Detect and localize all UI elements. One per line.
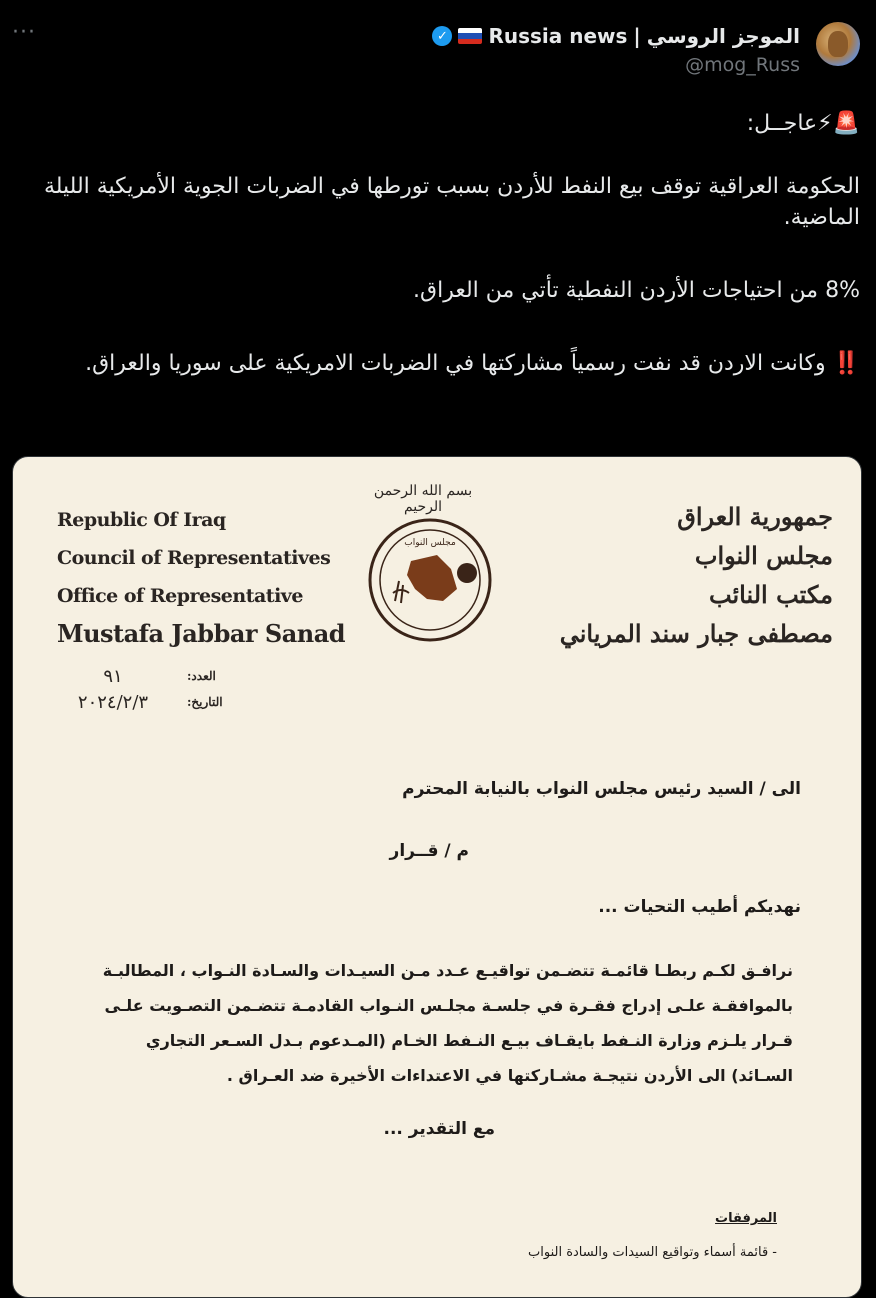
paragraph-2: 8% من احتياجات الأردن النفطية تأتي من العراق. [413, 278, 860, 303]
letterhead-line-1: Republic Of Iraq [57, 509, 226, 531]
date-value: ٢٠٢٤/٢/٣ [77, 691, 149, 713]
letter-subject: م / قــرار [389, 841, 469, 861]
display-name-arabic: الموجز الروسي [646, 24, 800, 48]
russia-flag-icon [458, 28, 482, 44]
letter-closing: مع التقدير ... [383, 1119, 495, 1139]
arabic-line-2: مجلس النواب [694, 541, 833, 570]
author-name-row[interactable] [432, 24, 800, 48]
letter-body: نرافـق لكـم ربطـا قائمـة تتضـمن تواقيـع عـدد مـن السيـدات والسـادة النـواب ، المطالبـة بالموافقـة علـى إدراج فقـرة في جلسـة مجلـس النـواب القادمـة تتضـمن التصـويت علـى قـرار يلـزم وزارة النـفط بايقـاف بيـع النـفط الخـام (المـدعوم بـدل السـعر التجاري السـائد) الى الأردن نتيجـة مشـاركتها في الاعتداءات الأخيرة ضد العـراق . [102, 961, 793, 1085]
number-value: ٩١ [103, 665, 123, 687]
more-options-icon[interactable]: ··· [12, 20, 36, 45]
display-name-latin: Russia news [488, 24, 628, 48]
alert-line: 🚨⚡عاجــل: [746, 111, 860, 136]
paragraph-1: الحكومة العراقية توقف بيع النفط للأردن بسبب تورطها في الضربات الجوية الأمريكية الليلة الماضية. [43, 174, 860, 230]
author-handle[interactable]: @mog_Russ [685, 54, 800, 76]
arabic-line-3: مكتب النائب [708, 580, 833, 609]
date-label: التاريخ: [187, 695, 223, 709]
english-letterhead [57, 501, 345, 653]
letter-recipient: الى / السيد رئيس مجلس النواب بالنيابة المحترم [402, 779, 801, 799]
tweet-author[interactable] [432, 24, 800, 76]
verified-badge-icon[interactable]: ✓ [432, 26, 452, 46]
basmala: بسم الله الرحمن الرحيم [373, 483, 473, 515]
seal-text: مجلس النواب [404, 538, 456, 548]
paragraph-3: ‼️ وكانت الاردن قد نفت رسمياً مشاركتها في الضربات الامريكية على سوريا والعراق. [85, 351, 860, 376]
arabic-line-1: جمهورية العراق [677, 502, 833, 531]
letterhead-line-4: Mustafa Jabbar Sanad [57, 619, 346, 648]
avatar-image [816, 22, 860, 66]
letterhead-line-2: Council of Representatives [57, 547, 331, 569]
letterhead-line-3: Office of Representative [57, 585, 303, 607]
document-meta [53, 663, 223, 715]
arabic-line-4: مصطفى جبار سند المرياني [559, 619, 833, 648]
attachment-item: - قائمة أسماء وتواقيع السيدات والسادة النواب [528, 1245, 777, 1260]
number-label: العدد: [187, 669, 216, 683]
letter-greeting: نهديكم أطيب التحيات ... [598, 897, 801, 917]
avatar[interactable] [816, 22, 860, 80]
arabic-letterhead [560, 497, 833, 653]
attached-document-image[interactable] [12, 456, 862, 1298]
parliament-seal-icon [367, 517, 493, 643]
name-separator: | [633, 24, 641, 48]
tweet-text [12, 108, 860, 411]
attachments-title: المرفقات [715, 1211, 777, 1226]
